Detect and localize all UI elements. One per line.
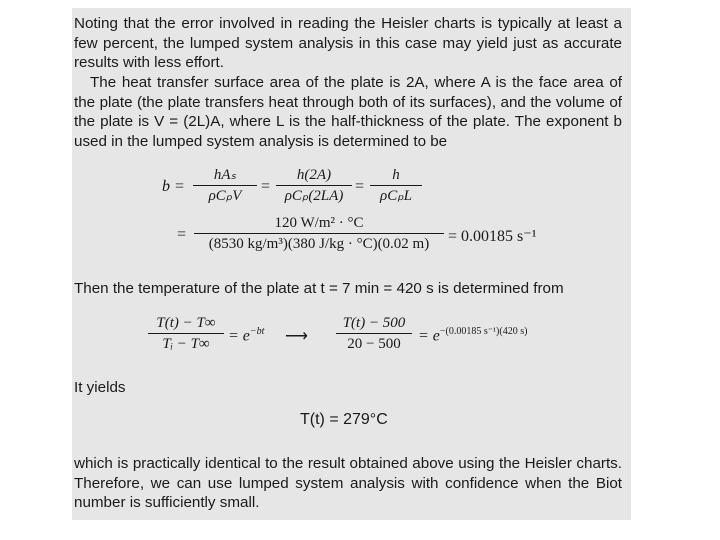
eq1-equals-2: = [355,178,365,195]
arrow-icon: ⟶ [285,328,308,345]
paragraph-conclusion: which is practically identical to the result obtained above using the Heisler charts. Therefore, we can use lumped system analysis with confidence when the Biot number is sufficiently small. [74,455,622,512]
eq1-fraction-numeric: 120 W/m² · °C (8530 kg/m³)(380 J/kg · °C)(0.02 m) [194,214,444,253]
equation-result: T(t) = 279°C [300,411,388,428]
eq1-result: = 0.00185 s⁻¹ [448,228,537,245]
eq1-lhs: b = [162,178,185,195]
eq1-equals-1: = [261,178,271,195]
eq2-rhs-1: = $e^{-bt}$ [228,326,265,345]
eq2-rhs-2: = $e^{-(0.00185 s^{-1})(420 s)}$ [418,326,528,345]
eq1-fraction-3: h ρCₚL [370,166,422,205]
paragraph-temperature-at-t: Then the temperature of the plate at t = 7 min = 420 s is determined from [74,280,564,297]
paragraph-intro: Noting that the error involved in reading the Heisler charts is typically at least a few percent, the lumped system analysis in this case may yield just as accurate results with less effort. [74,15,622,72]
eq2-fraction-1: T(t) − T∞ Tᵢ − T∞ [148,314,224,353]
eq1-equals-3: = [177,226,187,243]
paragraph-it-yields: It yields [74,379,126,396]
eq1-fraction-1: hAₛ ρCₚV [193,166,257,205]
eq2-fraction-2: T(t) − 500 20 − 500 [336,314,412,353]
eq1-fraction-2: h(2A) ρCₚ(2LA) [276,166,352,205]
paragraph-surface-area: The heat transfer surface area of the plate is 2A, where A is the face area of the plate (the plate transfers heat through both of its surfaces), and the volume of the plate is V = (2L)A, where L is the half-thickness of the plate. The exponent b used in the lumped system analysis is determined to be [74,74,622,150]
